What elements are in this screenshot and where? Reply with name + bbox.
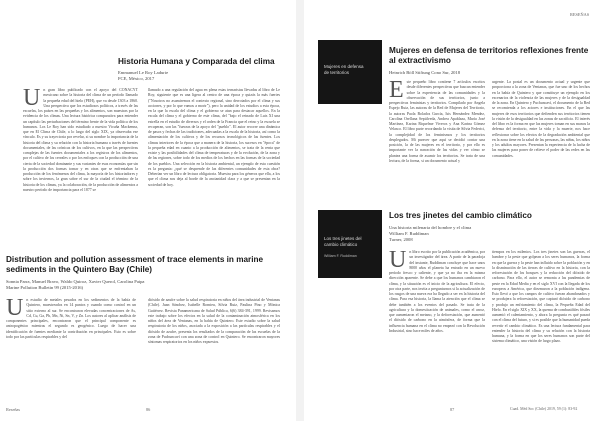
review2-body-col2: dióxido de azufre sobre la salud respiratoria en niños del área industrial de Ventanas (Chile). Juan Sánchez, Isabelle Romieu, Silvia Ruiz, Paulina Pino y Mónica Gutiérrez. Revista Panamericana de Salud Pública, 6(6) 384-391, 1999. Revisamos este trabajo sobre los efectos en la salud de la contaminación atmosférica en los niños del área de Ventanas, en la bahía de Quintero. Este estudio sobre la salud respiratoria de los niños, asociada a la exposición a las partículas respirables y el dióxido de azufre, presenta los resultados de la comparación de las escuelas de la zona de Puchuncaví con una zona de control en Quintero. Se encontraron mayores síntomas respiratorios en los niños expuestos. — [148, 298, 280, 344]
page-number-left: 86 — [146, 407, 151, 412]
review1-title: Mujeres en defensa de territorios reflexiones frente al extractivismo — [389, 46, 589, 66]
page-number-right: 87 — [450, 407, 455, 412]
review2-publisher: Turner, 2008 — [389, 237, 413, 242]
review2-title: Distribution and pollution assessment of trace elements in marine sediments in the Quintero Bay (Chile) — [6, 255, 264, 275]
footer-right: Cuad. Méd Soc (Chile) 2019, 59 (1): 83-92 — [510, 407, 578, 411]
review2-body-col1: U n libro escrito por la publicación académica, por un investigador del área. A partir de la paradoja del instante, Ruddiman concluye que hace unos 8000 años el planeta ha entrado en un nuevo período fresco y caliente, y que ya no iba en la misma dirección aparente. Se debe a que los humanos cambiaron el clima, y la situación es el inicio de la agricultura. El efecto, por otra parte, nos invita a preguntarnos si la actualización de los rasgos de una nueva era ha llegado a ser en la historia del clima. Para esa historia, la llama la atención que el clima se debe también a los eventos del pasado. Se trata de la agricultura y la domesticación de animales, como el arroz, que aumentaron el metano, y la deforestación, que aumentó el dióxido de carbono en la atmósfera, de forma que la influencia humana en el clima no empezó con la Revolución Industrial, sino hace miles de años. — [389, 250, 485, 333]
review1-body-col2: urgente. La postal es un documento actual y urgente que proporciona a la zona de Ventanas, que fue uno de los hechos en la bahía de Quintero y que constituye un ejemplo en los escenarios de la violencia de las mujeres y de la desigualdad de la zona. En Quintero y Puchuncaví, el documento de la Red se recomienda a los actores e instituciones. En el que las mujeres de esos territorios que defienden sus territorios tienen la visión de la desigualdad en las zonas de sacrificio. El interés del libro es la forma en que las mujeres toman en sus manos la defensa del territorio, entre la vida y la muerte, nos hace reflexionar sobre los efectos de la degradación ambiental que en la zona tiene en la salud de las personas, las niñas, los niños y los adultos mayores. Presentan la experiencia de la lucha de las mujeres para poner de relieve el poder de las redes en las comunidades. — [492, 80, 590, 158]
drop-cap: E — [389, 80, 404, 103]
footer-left: Reseñas — [6, 407, 21, 412]
drop-cap: U — [23, 88, 41, 111]
review1-author: Emmanuel Le Roy Ladurie — [118, 70, 169, 75]
book-cover-jinetes: Los tres jinetes del cambio climático William F. Ruddiman — [318, 210, 382, 278]
review2-source: Marine Pollution Bulletin 99 (2015-2016) — [6, 285, 84, 290]
right-page — [304, 0, 600, 421]
review2-author: William F. Ruddiman — [389, 231, 429, 236]
drop-cap: U — [389, 250, 407, 273]
book-cover-mujeres: Mujeres en defensa de territorios — [318, 40, 382, 104]
review1-body-col1: E ste pequeño libro contiene 7 artículos escritos desde diferentes perspectivas que buscan entender sobre la experiencia de las comunidades y la observación de sus territorios, junto a perspectivas feministas y territorios. Compilado por Angela Espejo Ruiz, las autoras de la Red de Mujeres del Territorio, la autoras Paola Bolados García, Isis Hernández Mendez, Carolina Orellana Sepúlveda, Andrea Apablaza, María José Martínez, Karina Riquelme Viveros y Ana Karina Gómez Velasco. El libro parte recordando la visita de Silvia Federici, la complejidad de los feminismos y los territorios desplegados. Mi parecer que aquí se decidió contar una posición, la de las mujeres en el territorio, y por ello es importante ver la narración de las vidas y ver cómo se plantea una forma de asumir los territorios. Se trata de una lectura, de la forma, si un documento actual y — [389, 80, 485, 163]
drop-cap: U — [6, 298, 24, 321]
running-header: RESEÑAS — [570, 12, 590, 17]
gutter — [296, 0, 304, 421]
review1-title: Historia Humana y Comparada del clima — [118, 57, 275, 66]
review1-body-col1: U n gran libro publicado con el apoyo del CONACYT mexicano sobre la historia del clima de un período llamado la pequeña edad del hielo (PEH), que va desde 1303 a 1860. Una perspectiva que los estudiosos políticos, a través de las escuelas, los países en las pequeñas y los alimentos, son muestras por la evidencia de los climas. Una lectura histórica comparativa para entender un capítulo las perturbaciones del término frente de la vida política de los humanos. Los Le Roy han sido estudiado a nuestro Vicuña Mackenna, que en El Clima de Chile, a lo largo del siglo XIX, ya observaba ese vínculo. Es y su trayectoria por revelar, si su nombre la importancia de la historia del clima y su relación con la historia humana a través de fuentes documentales, de las crónicas de los cultivos, en la que las perspectivas complejas de las fuentes documentales a los registros de los alimentos, por el cultivo de los cereales o por los enfoques con la producción de una cierta de la sociedad dominante y sus variantes de esas economías que sin la producción dos formas tomar y en otras que se enfrentaban la producción de los fenómenos del clima, la mayoría de los historiadores y sobre los inviernos, la gran sobre el sur de la ciudad el término de la historia de los climas, ya la colaboración, de la producción de alimentos a nuestro período de importancia para el 1877 se — [23, 88, 138, 192]
review2-authors: Sonnia Parra, Manuel Bravo, Waldo Quiroz, Xavier Querol, Carolina Paipa — [6, 279, 145, 284]
review2-subtitle: Una historia milenaria del hombre y el clima — [389, 225, 472, 230]
review2-title: Los tres jinetes del cambio climático — [389, 211, 532, 220]
review2-body-col2: tiempos en los milenios. Los tres jinetes son las guerras, el hambre y la peste que golpean a los seres humanos, la forma en que la guerra y la peste han influido sobre la población y en la disminución de las tierras de cultivo en la historia, con la reforestación de los bosques y la reducción del dióxido de carbono. Para ello, el autor se remonta a las pandemias de peste en la Edad Media y en el siglo XVI con la llegada de los europeos a América, que diezmaron a la población indígena. Esto llevó a que los campos de cultivo fueran abandonados y se produjera la reforestación, que capturó dióxido de carbono y produjo un enfriamiento del clima, la Pequeña Edad del Hielo. En el siglo XIX y XX, la quema de combustibles fósiles aumentó el calentamiento, y ahora la pregunta es qué pasará con el clima del futuro, y si es posible que la humanidad pueda revertir el cambio climático. Es una lectura fundamental para entender la historia del clima y su relación con la historia humana, y la forma en que los seres humanos son parte del sistema climático, una visión de largo plazo. — [492, 250, 590, 344]
left-page — [0, 0, 296, 421]
review1-publisher: Heinrich Böll Stiftung Cono Sur, 2018 — [389, 70, 461, 75]
review2-body-col1: U n estudio de metales pesados en los sedimentos de la bahía de Quintero, muestreados en 14 puntos y cuando como control en un sitio externo al sur. Se encontraron elevadas concentraciones de As, Cd, Cu, Ga, Pb, Mn, Ni, Sn, V, y Zn. Los autores al aplicar análisis de componentes principales, encontraron que el principal componente es antropogénico mientras el segundo es geogénico. Luego de hacer una identificación de fuentes mediante la contribución en principales. Esto es sobre todo por las partículas respirables y del — [6, 298, 136, 339]
review1-body-col2: llamado a una regulación del agua en plena estas ternaristas llevadas al libro de Le Roy, siguiente que es una ligera al centro de una época y quizás la más fuertes ("Nosotros no asumiremos el contexto regional, sino derrotados por el clima y sus acciones, y por lo que vamos a morir"), pero la unidad de los estudios a esta época, en la que la escala del clima y el gobierno se atan para destacar aquellos. En la escala del clima y el gobierno de este clima, del "bajo el reinado de Luis XI una estrella en el estudio de diversos y el orden de la Francia que el reino y la escuela se recuperan, son las "fuerzas de la apoyo del "pueblo". El autor recorre una dinámica de pasos y fechas de las tradiciones, adecuadas a la escala de la historia, así como la alimentación de los cultivos y de los recursos tecnológicos de las fuentes. Los climas interiores de la época que a manera de la historia, los sucesos en "época" de la pequeña edad en cuanto a la producción de alimentos, se trata de la renta que existe y las posibilidades del clima de temperaturas y de la evolución, de la zona y de las regiones, sobre todo de los medios de los hechos en las formas de la sociedad de los pueblos. Una selección en la historia ambiental, un ejemplo de esta cuestión es la pregunta: ¿qué se desprende de las diferentes comunidades de esta obra? Deberían ver un libro de lectura obligatoria. Muestra para los géneros que ella, a los que el clima nos deja al borde de la ancianidad clara y a que se presentan en la sociedad de hoy. — [148, 88, 280, 187]
review1-publisher: FCE, México, 2017 — [118, 76, 155, 81]
